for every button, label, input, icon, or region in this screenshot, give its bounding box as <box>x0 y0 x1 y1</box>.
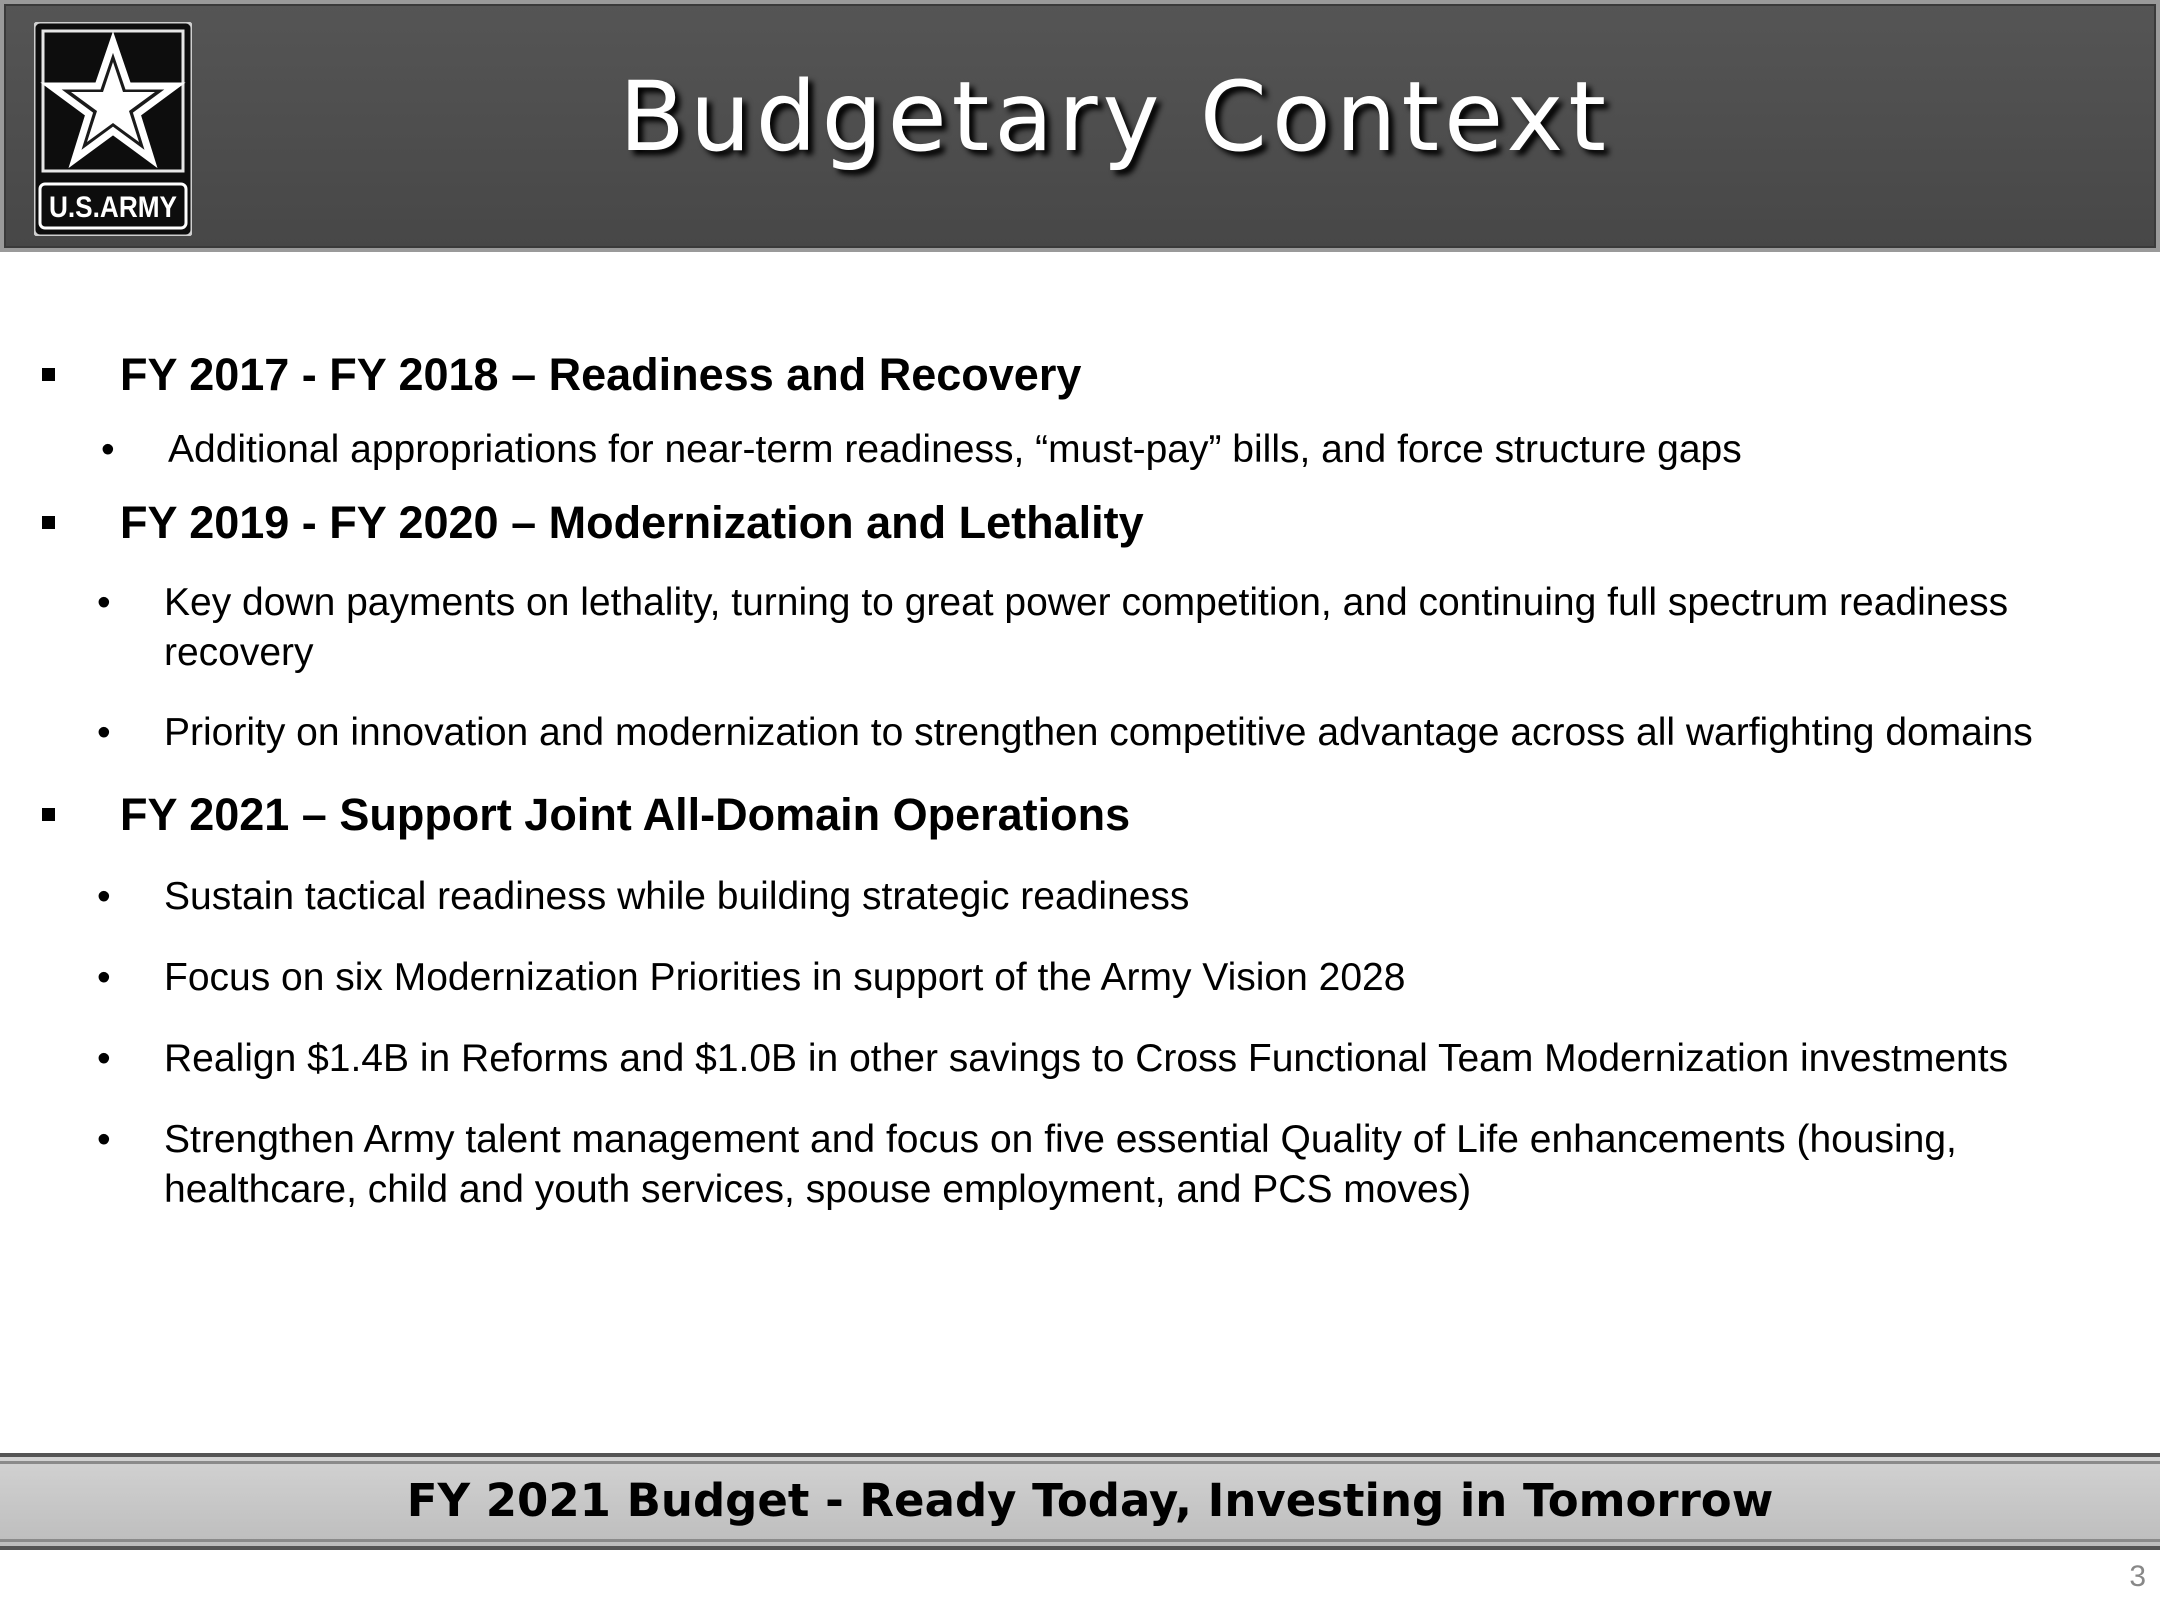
page-number: 3 <box>2129 1560 2146 1593</box>
list-item: • Realign $1.4B in Reforms and $1.0B in other savings to Cross Functional Team Modernization investments <box>0 1034 2064 1084</box>
bullet-dot-icon: • <box>97 875 111 918</box>
footer-tagline: FY 2021 Budget - Ready Today, Investing in Tomorrow <box>406 1474 1774 1527</box>
svg-text:U.S.ARMY: U.S.ARMY <box>49 191 177 224</box>
bullet-dot-icon: • <box>97 711 111 754</box>
list-item: • Additional appropriations for near-term readiness, “must-pay” bills, and force structure gaps <box>0 425 2068 475</box>
list-item: • Focus on six Modernization Priorities in support of the Army Vision 2028 <box>0 953 2064 1003</box>
section-heading-fy2021: FY 2021 – Support Joint All-Domain Operations <box>0 788 2160 842</box>
list-item: • Key down payments on lethality, turning to great power competition, and continuing full spectrum readiness recovery <box>0 578 2064 678</box>
bullet-dot-icon: • <box>97 956 111 999</box>
list-item: • Sustain tactical readiness while building strategic readiness <box>0 872 2064 922</box>
list-item: • Priority on innovation and modernization to strengthen competitive advantage across all warfighting domains <box>0 708 2064 758</box>
square-bullet-icon <box>42 368 55 381</box>
section-heading-fy2017-2018: FY 2017 - FY 2018 – Readiness and Recovery <box>0 348 2160 402</box>
bullet-dot-icon: • <box>97 1118 111 1161</box>
bullet-dot-icon: • <box>97 1037 111 1080</box>
bullet-dot-icon: • <box>97 581 111 624</box>
square-bullet-icon <box>42 808 55 821</box>
content-body <box>0 330 2160 1215</box>
square-bullet-icon <box>42 516 55 529</box>
footer-bar <box>0 1453 2160 1550</box>
header-bar <box>0 0 2160 252</box>
section-heading-fy2019-2020: FY 2019 - FY 2020 – Modernization and Lethality <box>0 496 2160 550</box>
bullet-dot-icon: • <box>101 428 115 471</box>
list-item: • Strengthen Army talent management and focus on five essential Quality of Life enhancements (housing, healthcare, child and youth services, spouse employment, and PCS moves) <box>0 1115 2064 1215</box>
page-title: Budgetary Context <box>619 61 1611 173</box>
